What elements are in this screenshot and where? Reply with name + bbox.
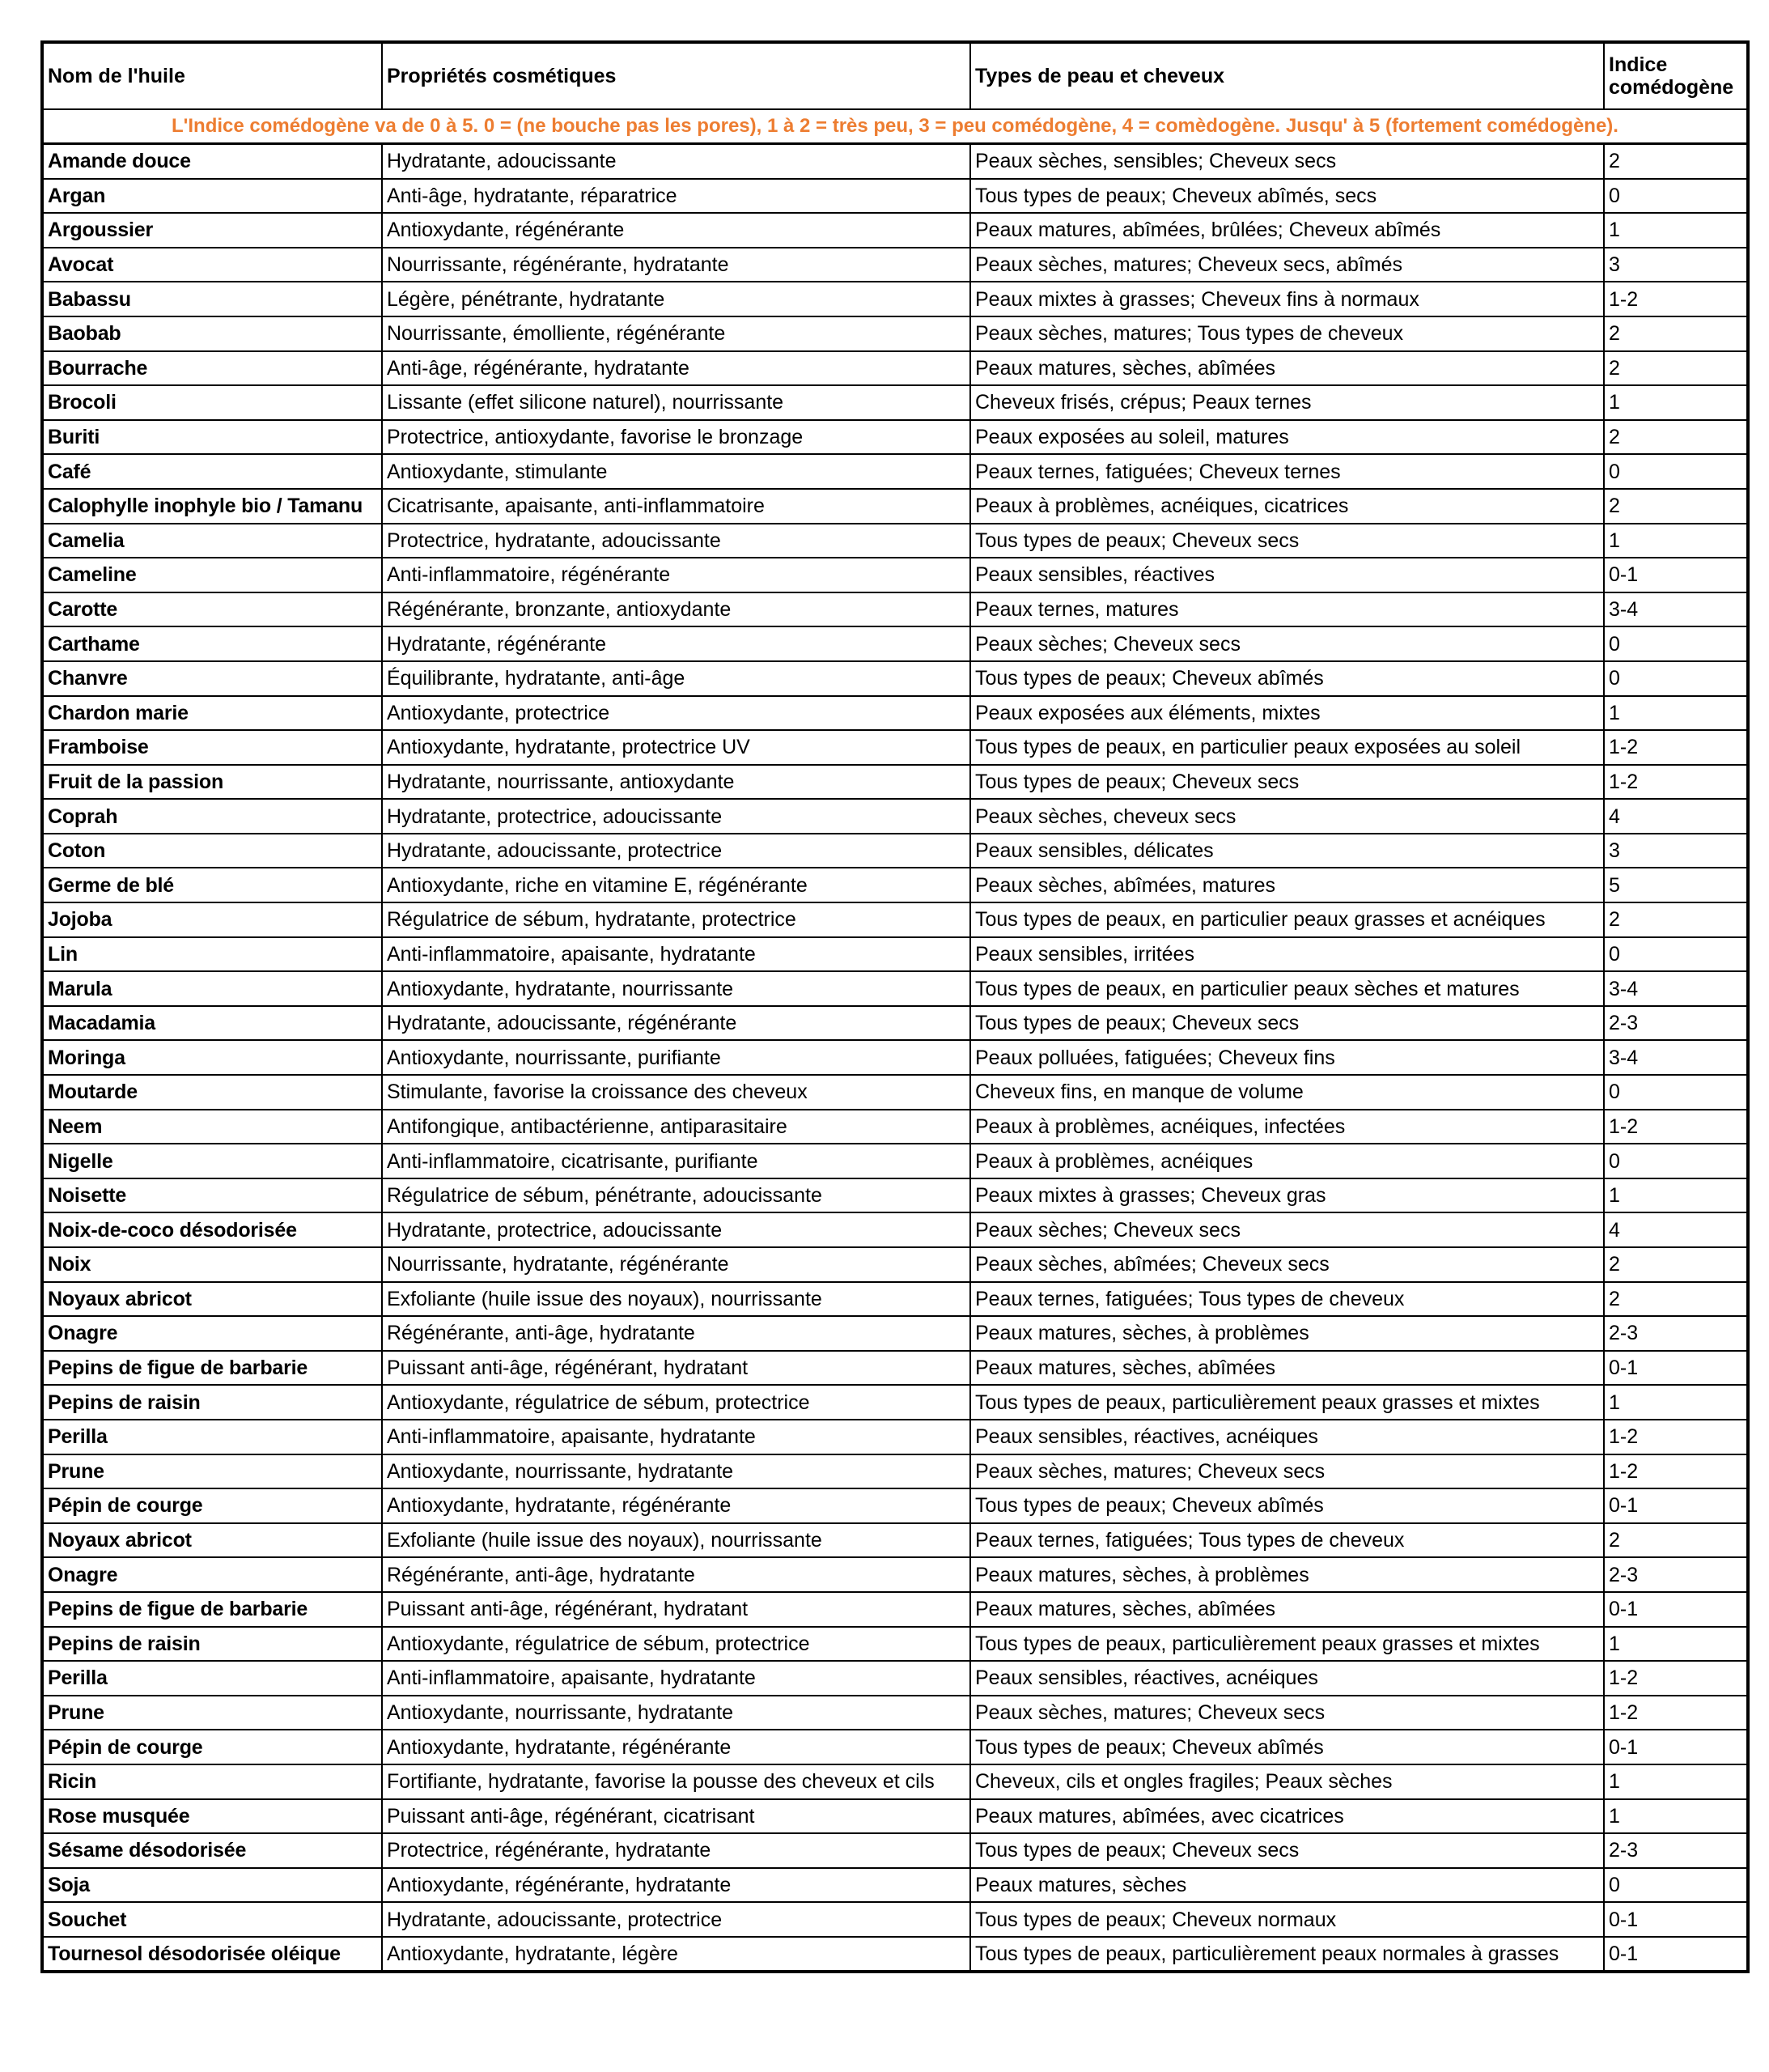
oil-types: Peaux ternes, fatiguées; Cheveux ternes — [970, 454, 1604, 489]
table-row — [42, 558, 1748, 592]
oil-properties: Hydratante, nourrissante, antioxydante — [382, 765, 970, 800]
oil-properties: Hydratante, protectrice, adoucissante — [382, 1212, 970, 1247]
oil-index: 2 — [1604, 316, 1748, 351]
oil-index: 0 — [1604, 1075, 1748, 1110]
oil-types: Peaux matures, abîmées, brûlées; Cheveux abîmés — [970, 213, 1604, 248]
oil-properties: Protectrice, hydratante, adoucissante — [382, 524, 970, 558]
table-row — [42, 1006, 1748, 1041]
table-row — [42, 1764, 1748, 1799]
oil-types: Peaux matures, sèches — [970, 1868, 1604, 1903]
header-properties: Propriétés cosmétiques — [382, 42, 970, 109]
table-row — [42, 971, 1748, 1006]
oil-index: 3-4 — [1604, 1040, 1748, 1075]
oil-types: Cheveux fins, en manque de volume — [970, 1075, 1604, 1110]
oil-name: Noyaux abricot — [42, 1523, 382, 1558]
table-row — [42, 1833, 1748, 1868]
oil-properties: Anti-inflammatoire, cicatrisante, purifiante — [382, 1144, 970, 1178]
oil-index: 2-3 — [1604, 1833, 1748, 1868]
oil-index: 1-2 — [1604, 1454, 1748, 1489]
table-row — [42, 385, 1748, 420]
oil-types: Peaux ternes, fatiguées; Tous types de cheveux — [970, 1282, 1604, 1317]
oil-name: Pepins de figue de barbarie — [42, 1592, 382, 1627]
oil-types: Peaux matures, sèches, abîmées — [970, 1592, 1604, 1627]
oil-properties: Antioxydante, nourrissante, hydratante — [382, 1454, 970, 1489]
oil-index: 1 — [1604, 1764, 1748, 1799]
oil-types: Tous types de peaux; Cheveux normaux — [970, 1902, 1604, 1937]
oil-index: 4 — [1604, 799, 1748, 834]
oil-index: 1 — [1604, 696, 1748, 731]
oil-name: Framboise — [42, 730, 382, 765]
oil-types: Peaux mixtes à grasses; Cheveux gras — [970, 1178, 1604, 1213]
oil-name: Jojoba — [42, 902, 382, 937]
table-row — [42, 626, 1748, 661]
oil-properties: Régénérante, anti-âge, hydratante — [382, 1316, 970, 1351]
oil-properties: Fortifiante, hydratante, favorise la pousse des cheveux et cils — [382, 1764, 970, 1799]
oil-types: Tous types de peaux; Cheveux abîmés — [970, 1488, 1604, 1523]
table-row — [42, 1144, 1748, 1178]
table-row — [42, 454, 1748, 489]
oil-index: 1-2 — [1604, 1696, 1748, 1730]
oil-name: Moutarde — [42, 1075, 382, 1110]
table-row — [42, 1799, 1748, 1834]
oil-index: 2-3 — [1604, 1557, 1748, 1592]
oil-name: Brocoli — [42, 385, 382, 420]
oil-index: 1-2 — [1604, 765, 1748, 800]
oil-properties: Nourrissante, émolliente, régénérante — [382, 316, 970, 351]
oil-name: Coprah — [42, 799, 382, 834]
oil-properties: Exfoliante (huile issue des noyaux), nourrissante — [382, 1523, 970, 1558]
oil-types: Peaux sèches, cheveux secs — [970, 799, 1604, 834]
oil-properties: Antioxydante, protectrice — [382, 696, 970, 731]
table-row — [42, 1696, 1748, 1730]
oil-index: 2 — [1604, 144, 1748, 179]
table-row — [42, 730, 1748, 765]
oil-types: Peaux sèches, abîmées; Cheveux secs — [970, 1247, 1604, 1282]
table-row — [42, 248, 1748, 282]
table-row — [42, 937, 1748, 972]
oil-index: 1 — [1604, 1799, 1748, 1834]
oil-index: 0 — [1604, 1868, 1748, 1903]
oil-types: Tous types de peaux, en particulier peaux exposées au soleil — [970, 730, 1604, 765]
oil-index: 1 — [1604, 213, 1748, 248]
oil-index: 2 — [1604, 1282, 1748, 1317]
oil-types: Tous types de peaux, en particulier peaux sèches et matures — [970, 971, 1604, 1006]
oil-properties: Légère, pénétrante, hydratante — [382, 282, 970, 316]
oil-properties: Hydratante, adoucissante, protectrice — [382, 1902, 970, 1937]
oil-properties: Puissant anti-âge, régénérant, cicatrisant — [382, 1799, 970, 1834]
oil-name: Germe de blé — [42, 868, 382, 902]
oil-index: 0 — [1604, 1144, 1748, 1178]
oil-types: Peaux polluées, fatiguées; Cheveux fins — [970, 1040, 1604, 1075]
oil-types: Peaux sèches, matures; Cheveux secs — [970, 1696, 1604, 1730]
table-row — [42, 1454, 1748, 1489]
oil-properties: Puissant anti-âge, régénérant, hydratant — [382, 1351, 970, 1386]
oil-name: Argan — [42, 179, 382, 214]
oil-types: Tous types de peaux; Cheveux secs — [970, 765, 1604, 800]
oil-types: Tous types de peaux; Cheveux abîmés — [970, 1730, 1604, 1764]
oil-name: Fruit de la passion — [42, 765, 382, 800]
oil-types: Peaux ternes, matures — [970, 592, 1604, 627]
table-row — [42, 351, 1748, 386]
oil-name: Calophylle inophyle bio / Tamanu — [42, 489, 382, 524]
oil-index: 2-3 — [1604, 1006, 1748, 1041]
oil-types: Cheveux, cils et ongles fragiles; Peaux sèches — [970, 1764, 1604, 1799]
table-row — [42, 1523, 1748, 1558]
oil-name: Noisette — [42, 1178, 382, 1213]
table-row — [42, 1730, 1748, 1764]
oil-name: Neem — [42, 1110, 382, 1144]
oil-types: Tous types de peaux, particulièrement peaux normales à grasses — [970, 1937, 1604, 1972]
oil-index: 5 — [1604, 868, 1748, 902]
table-row — [42, 213, 1748, 248]
oil-types: Tous types de peaux; Cheveux secs — [970, 1833, 1604, 1868]
oil-properties: Antioxydante, nourrissante, hydratante — [382, 1696, 970, 1730]
table-row — [42, 765, 1748, 800]
table-row — [42, 1902, 1748, 1937]
table-row — [42, 282, 1748, 316]
oil-properties: Antioxydante, stimulante — [382, 454, 970, 489]
oil-name: Amande douce — [42, 144, 382, 179]
oil-properties: Hydratante, adoucissante, protectrice — [382, 834, 970, 868]
oil-types: Peaux exposées au soleil, matures — [970, 420, 1604, 455]
table-row — [42, 316, 1748, 351]
oil-properties: Régulatrice de sébum, hydratante, protectrice — [382, 902, 970, 937]
oil-name: Argoussier — [42, 213, 382, 248]
oil-types: Peaux mixtes à grasses; Cheveux fins à normaux — [970, 282, 1604, 316]
oil-types: Peaux matures, abîmées, avec cicatrices — [970, 1799, 1604, 1834]
oil-index: 2-3 — [1604, 1316, 1748, 1351]
oil-types: Tous types de peaux; Cheveux abîmés, secs — [970, 179, 1604, 214]
oil-types: Peaux ternes, fatiguées; Tous types de cheveux — [970, 1523, 1604, 1558]
table-row — [42, 1661, 1748, 1696]
oil-name: Macadamia — [42, 1006, 382, 1041]
oil-types: Peaux matures, sèches, abîmées — [970, 1351, 1604, 1386]
oil-properties: Hydratante, adoucissante, régénérante — [382, 1006, 970, 1041]
oil-properties: Lissante (effet silicone naturel), nourrissante — [382, 385, 970, 420]
oil-name: Pepins de raisin — [42, 1627, 382, 1662]
oil-properties: Antioxydante, hydratante, nourrissante — [382, 971, 970, 1006]
oil-properties: Antioxydante, hydratante, régénérante — [382, 1488, 970, 1523]
oil-properties: Anti-inflammatoire, apaisante, hydratante — [382, 1661, 970, 1696]
oil-name: Nigelle — [42, 1144, 382, 1178]
table-row — [42, 1385, 1748, 1420]
oil-properties: Antifongique, antibactérienne, antiparasitaire — [382, 1110, 970, 1144]
table-row — [42, 1212, 1748, 1247]
oil-name: Ricin — [42, 1764, 382, 1799]
table-row — [42, 1282, 1748, 1317]
oil-types: Peaux à problèmes, acnéiques — [970, 1144, 1604, 1178]
oil-properties: Régénérante, bronzante, antioxydante — [382, 592, 970, 627]
oil-name: Chardon marie — [42, 696, 382, 731]
oil-index: 0-1 — [1604, 1488, 1748, 1523]
oil-index: 3 — [1604, 834, 1748, 868]
oil-properties: Antioxydante, riche en vitamine E, régénérante — [382, 868, 970, 902]
oil-types: Tous types de peaux, particulièrement peaux grasses et mixtes — [970, 1385, 1604, 1420]
oil-name: Café — [42, 454, 382, 489]
oil-properties: Antioxydante, régénérante — [382, 213, 970, 248]
oil-name: Pepins de figue de barbarie — [42, 1351, 382, 1386]
table-row — [42, 834, 1748, 868]
oil-index: 0-1 — [1604, 1902, 1748, 1937]
oil-types: Peaux sensibles, réactives — [970, 558, 1604, 592]
oil-types: Peaux sensibles, irritées — [970, 937, 1604, 972]
oil-properties: Protectrice, antioxydante, favorise le bronzage — [382, 420, 970, 455]
oil-index: 2 — [1604, 1523, 1748, 1558]
oil-name: Prune — [42, 1696, 382, 1730]
table-row — [42, 1316, 1748, 1351]
oil-name: Souchet — [42, 1902, 382, 1937]
oil-index: 1-2 — [1604, 1110, 1748, 1144]
oil-index: 1 — [1604, 524, 1748, 558]
oil-index: 1-2 — [1604, 1420, 1748, 1454]
oil-index: 0 — [1604, 179, 1748, 214]
oil-index: 1-2 — [1604, 730, 1748, 765]
oil-properties: Régénérante, anti-âge, hydratante — [382, 1557, 970, 1592]
table-row — [42, 420, 1748, 455]
oil-name: Pépin de courge — [42, 1730, 382, 1764]
oil-index: 0-1 — [1604, 1592, 1748, 1627]
oil-properties: Stimulante, favorise la croissance des cheveux — [382, 1075, 970, 1110]
oil-types: Tous types de peaux; Cheveux abîmés — [970, 661, 1604, 696]
oil-types: Tous types de peaux; Cheveux secs — [970, 524, 1604, 558]
oil-index: 2 — [1604, 902, 1748, 937]
oil-name: Babassu — [42, 282, 382, 316]
table-row — [42, 1178, 1748, 1213]
table-row — [42, 1110, 1748, 1144]
table-row — [42, 1351, 1748, 1386]
oil-types: Peaux sèches; Cheveux secs — [970, 1212, 1604, 1247]
oil-properties: Anti-inflammatoire, apaisante, hydratante — [382, 1420, 970, 1454]
oil-index: 2 — [1604, 420, 1748, 455]
table-row — [42, 592, 1748, 627]
oil-name: Camelia — [42, 524, 382, 558]
oil-name: Prune — [42, 1454, 382, 1489]
oil-properties: Exfoliante (huile issue des noyaux), nourrissante — [382, 1282, 970, 1317]
oil-index: 3-4 — [1604, 971, 1748, 1006]
oil-name: Noyaux abricot — [42, 1282, 382, 1317]
oil-properties: Anti-âge, régénérante, hydratante — [382, 351, 970, 386]
oil-properties: Hydratante, régénérante — [382, 626, 970, 661]
oil-name: Rose musquée — [42, 1799, 382, 1834]
table-row — [42, 1557, 1748, 1592]
table-row — [42, 1627, 1748, 1662]
oil-types: Peaux matures, sèches, à problèmes — [970, 1557, 1604, 1592]
oil-properties: Équilibrante, hydratante, anti-âge — [382, 661, 970, 696]
oil-name: Chanvre — [42, 661, 382, 696]
oil-name: Carotte — [42, 592, 382, 627]
table-row — [42, 1488, 1748, 1523]
oil-types: Peaux sèches, abîmées, matures — [970, 868, 1604, 902]
oil-types: Peaux sensibles, réactives, acnéiques — [970, 1661, 1604, 1696]
table-row — [42, 1247, 1748, 1282]
oil-index: 0 — [1604, 454, 1748, 489]
oil-types: Peaux sèches, matures; Cheveux secs — [970, 1454, 1604, 1489]
oil-properties: Nourrissante, hydratante, régénérante — [382, 1247, 970, 1282]
oil-properties: Antioxydante, régénérante, hydratante — [382, 1868, 970, 1903]
oil-types: Peaux à problèmes, acnéiques, infectées — [970, 1110, 1604, 1144]
oil-types: Peaux exposées aux éléments, mixtes — [970, 696, 1604, 731]
oil-name: Soja — [42, 1868, 382, 1903]
oil-index: 1 — [1604, 1627, 1748, 1662]
oil-name: Pépin de courge — [42, 1488, 382, 1523]
oil-properties: Antioxydante, hydratante, légère — [382, 1937, 970, 1972]
oil-index: 1 — [1604, 1178, 1748, 1213]
oil-properties: Puissant anti-âge, régénérant, hydratant — [382, 1592, 970, 1627]
oil-index: 0-1 — [1604, 1351, 1748, 1386]
oil-types: Peaux sèches; Cheveux secs — [970, 626, 1604, 661]
oil-name: Perilla — [42, 1661, 382, 1696]
table-row — [42, 1868, 1748, 1903]
oil-index: 4 — [1604, 1212, 1748, 1247]
oil-name: Buriti — [42, 420, 382, 455]
oil-properties: Anti-inflammatoire, régénérante — [382, 558, 970, 592]
oil-properties: Régulatrice de sébum, pénétrante, adoucissante — [382, 1178, 970, 1213]
oil-index: 0 — [1604, 626, 1748, 661]
oil-index: 0-1 — [1604, 1937, 1748, 1972]
oil-index: 2 — [1604, 351, 1748, 386]
oil-name: Perilla — [42, 1420, 382, 1454]
oil-types: Peaux sèches, sensibles; Cheveux secs — [970, 144, 1604, 179]
table-row — [42, 902, 1748, 937]
table-row — [42, 868, 1748, 902]
oil-properties: Cicatrisante, apaisante, anti-inflammatoire — [382, 489, 970, 524]
oil-properties: Anti-inflammatoire, apaisante, hydratante — [382, 937, 970, 972]
table-row — [42, 1592, 1748, 1627]
oil-types: Peaux sensibles, réactives, acnéiques — [970, 1420, 1604, 1454]
oil-name: Lin — [42, 937, 382, 972]
header-row — [42, 42, 1748, 109]
oil-properties: Antioxydante, hydratante, protectrice UV — [382, 730, 970, 765]
oil-index: 2 — [1604, 1247, 1748, 1282]
table-row — [42, 144, 1748, 179]
oil-index: 0-1 — [1604, 1730, 1748, 1764]
oil-name: Coton — [42, 834, 382, 868]
oil-name: Tournesol désodorisée oléique — [42, 1937, 382, 1972]
oil-properties: Hydratante, adoucissante — [382, 144, 970, 179]
oil-index: 3-4 — [1604, 592, 1748, 627]
table-row — [42, 489, 1748, 524]
header-types: Types de peau et cheveux — [970, 42, 1604, 109]
oil-properties: Antioxydante, régulatrice de sébum, protectrice — [382, 1627, 970, 1662]
oil-index: 0-1 — [1604, 558, 1748, 592]
oil-types: Peaux sèches, matures; Cheveux secs, abîmés — [970, 248, 1604, 282]
oil-index: 2 — [1604, 489, 1748, 524]
oil-index: 1 — [1604, 385, 1748, 420]
oil-index: 0 — [1604, 937, 1748, 972]
oil-types: Tous types de peaux, en particulier peaux grasses et acnéiques — [970, 902, 1604, 937]
table-body — [42, 42, 1748, 1972]
table-row — [42, 1075, 1748, 1110]
table-row — [42, 179, 1748, 214]
oil-properties: Antioxydante, hydratante, régénérante — [382, 1730, 970, 1764]
oil-types: Tous types de peaux; Cheveux secs — [970, 1006, 1604, 1041]
oil-properties: Hydratante, protectrice, adoucissante — [382, 799, 970, 834]
oil-properties: Nourrissante, régénérante, hydratante — [382, 248, 970, 282]
oil-name: Marula — [42, 971, 382, 1006]
table-row — [42, 1040, 1748, 1075]
oil-table — [40, 40, 1750, 1973]
oil-types: Peaux sensibles, délicates — [970, 834, 1604, 868]
oil-name: Onagre — [42, 1316, 382, 1351]
oil-types: Tous types de peaux, particulièrement peaux grasses et mixtes — [970, 1627, 1604, 1662]
table-row — [42, 1420, 1748, 1454]
oil-name: Moringa — [42, 1040, 382, 1075]
oil-name: Sésame désodorisée — [42, 1833, 382, 1868]
oil-properties: Anti-âge, hydratante, réparatrice — [382, 179, 970, 214]
comedogenic-note: L'Indice comédogène va de 0 à 5. 0 = (ne bouche pas les pores), 1 à 2 = très peu, 3 = peu comédogène, 4 = comèdogène. Jusqu' à 5 (fortement comédogène). — [42, 109, 1748, 144]
oil-properties: Antioxydante, régulatrice de sébum, protectrice — [382, 1385, 970, 1420]
table-row — [42, 799, 1748, 834]
oil-name: Avocat — [42, 248, 382, 282]
oil-properties: Protectrice, régénérante, hydratante — [382, 1833, 970, 1868]
table-row — [42, 696, 1748, 731]
table-row — [42, 1937, 1748, 1972]
oil-name: Cameline — [42, 558, 382, 592]
oil-name: Noix-de-coco désodorisée — [42, 1212, 382, 1247]
oil-types: Peaux à problèmes, acnéiques, cicatrices — [970, 489, 1604, 524]
note-row — [42, 109, 1748, 144]
oil-index: 1-2 — [1604, 1661, 1748, 1696]
oil-index: 0 — [1604, 661, 1748, 696]
oil-properties: Antioxydante, nourrissante, purifiante — [382, 1040, 970, 1075]
oil-name: Carthame — [42, 626, 382, 661]
oil-index: 1 — [1604, 1385, 1748, 1420]
oil-types: Peaux matures, sèches, abîmées — [970, 351, 1604, 386]
oil-index: 1-2 — [1604, 282, 1748, 316]
table-row — [42, 524, 1748, 558]
oil-types: Peaux matures, sèches, à problèmes — [970, 1316, 1604, 1351]
oil-types: Peaux sèches, matures; Tous types de cheveux — [970, 316, 1604, 351]
oil-name: Onagre — [42, 1557, 382, 1592]
header-index: Indice comédogène — [1604, 42, 1748, 109]
oil-name: Noix — [42, 1247, 382, 1282]
oil-name: Pepins de raisin — [42, 1385, 382, 1420]
table-row — [42, 661, 1748, 696]
oil-types: Cheveux frisés, crépus; Peaux ternes — [970, 385, 1604, 420]
oil-name: Bourrache — [42, 351, 382, 386]
oil-name: Baobab — [42, 316, 382, 351]
header-name: Nom de l'huile — [42, 42, 382, 109]
oil-index: 3 — [1604, 248, 1748, 282]
